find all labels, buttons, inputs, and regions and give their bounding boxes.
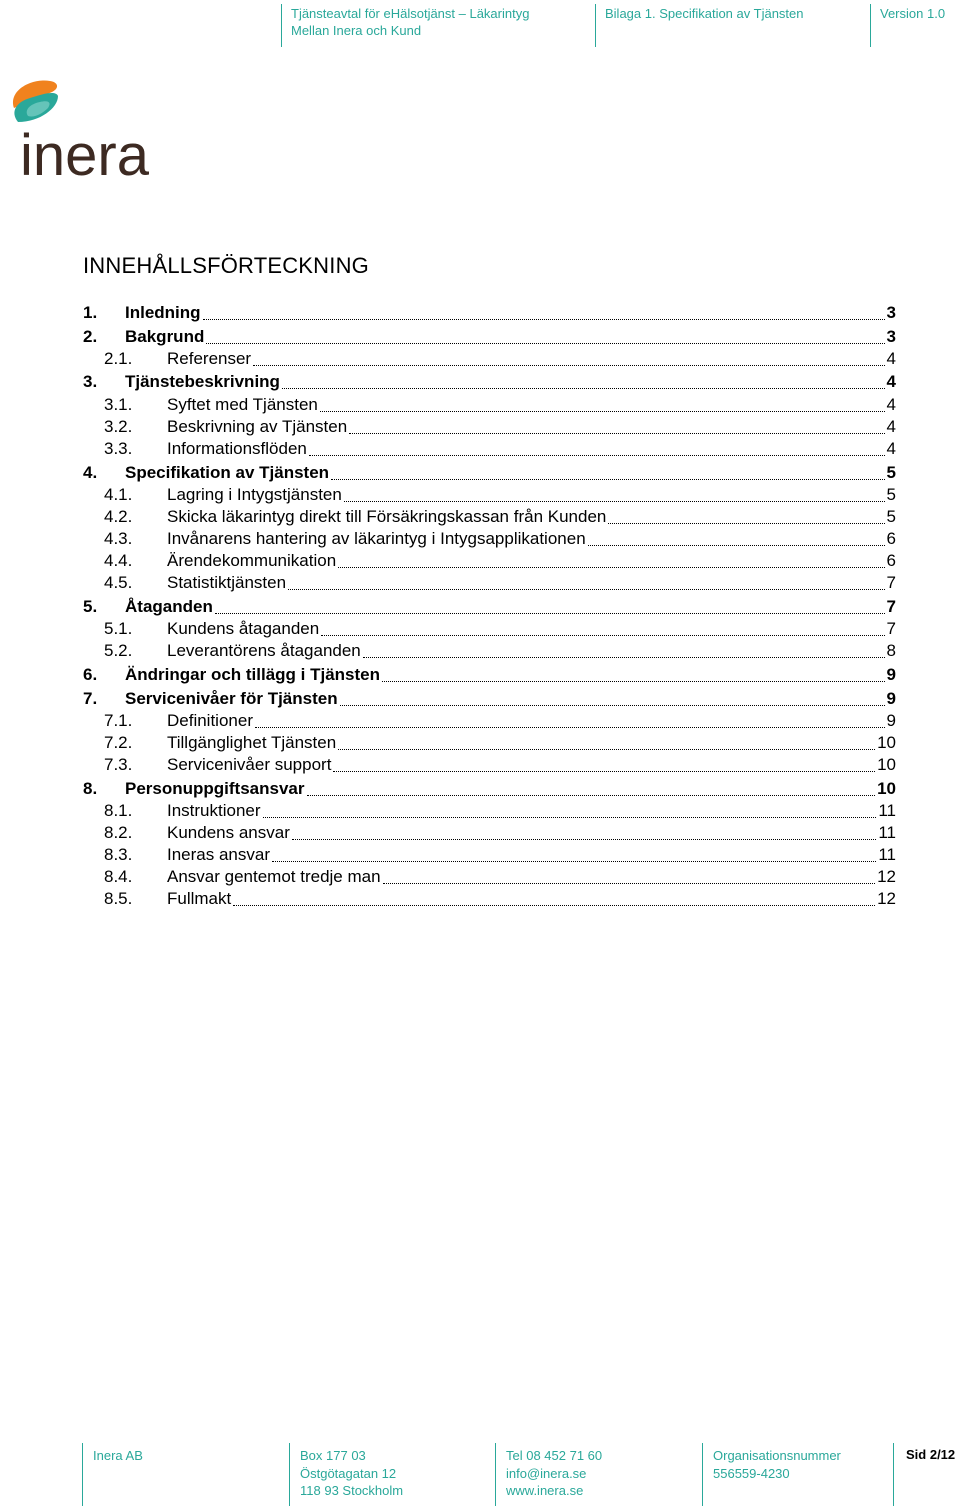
toc-entry-title: Syftet med Tjänsten [167,395,318,414]
toc-leader-dots [340,705,885,706]
toc-entry-page: 4 [886,395,896,414]
toc-entry-page: 4 [886,349,896,368]
toc-entry-title: Bakgrund [125,327,205,346]
toc-entry-title: Ansvar gentemot tredje man [167,867,381,886]
toc-entry[interactable] [83,372,896,394]
toc-entry[interactable] [83,417,896,439]
footer-divider [82,1443,83,1506]
toc-entry-page: 10 [877,755,896,774]
toc-entry[interactable] [83,889,896,911]
toc-leader-dots [338,749,875,750]
toc-entry-number: 3. [83,372,98,391]
toc-entry-page: 4 [886,372,896,391]
header-agreement [291,5,529,39]
toc-leader-dots [363,657,885,658]
toc-entry-number: 7.2. [104,733,133,752]
toc-entry-title: Tjänstebeskrivning [125,372,280,391]
toc-entry[interactable] [83,573,896,595]
toc-entry-number: 6. [83,665,98,684]
toc-entry-title: Definitioner [167,711,253,730]
footer-address [300,1447,403,1500]
inera-logo [6,78,176,185]
toc-entry-title: Inledning [125,303,201,322]
toc-entry-number: 5.2. [104,641,133,660]
toc-entry-number: 7.3. [104,755,133,774]
toc-entry-page: 8 [886,641,896,660]
header-appendix: Bilaga 1. Specifikation av Tjänsten [605,6,804,21]
toc-entry-page: 5 [886,463,896,482]
toc-entry[interactable] [83,463,896,485]
toc-leader-dots [203,319,885,320]
toc-entry[interactable] [83,619,896,641]
inera-logo-mark [6,78,176,180]
toc-entry-page: 4 [886,439,896,458]
toc-entry[interactable] [83,641,896,663]
toc-entry-page: 7 [886,619,896,638]
toc-entry-number: 4. [83,463,98,482]
toc-entry-title: Servicenivåer support [167,755,332,774]
toc-entry-number: 3.3. [104,439,133,458]
toc-entry-page: 7 [886,573,896,592]
toc-entry-number: 1. [83,303,98,322]
toc-leader-dots [321,635,884,636]
toc-entry-number: 4.4. [104,551,133,570]
toc-entry[interactable] [83,303,896,325]
footer-website-link[interactable]: www.inera.se [506,1483,584,1498]
toc-entry-page: 12 [877,889,896,908]
toc-entry-number: 4.3. [104,529,133,548]
toc-entry-number: 5. [83,597,98,616]
toc-entry-page: 11 [878,801,896,820]
toc-entry-title: Servicenivåer för Tjänsten [125,689,338,708]
toc-entry[interactable] [83,665,896,687]
toc-entry[interactable] [83,733,896,755]
toc-entry-number: 4.5. [104,573,133,592]
toc-entry-title: Referenser [167,349,252,368]
toc-entry-number: 8.3. [104,845,133,864]
toc-leader-dots [333,771,875,772]
toc-leader-dots [331,479,884,480]
toc-entry-number: 7. [83,689,98,708]
toc-entry-page: 6 [886,529,896,548]
toc-entry-page: 9 [886,665,896,684]
toc-entry-title: Statistiktjänsten [167,573,287,592]
toc-leader-dots [338,567,884,568]
footer-contact [506,1447,602,1500]
toc-entry-title: Informationsflöden [167,439,307,458]
footer-email-link[interactable]: info@inera.se [506,1465,587,1481]
toc-entry[interactable] [83,823,896,845]
toc-entry-title: Personuppgiftsansvar [125,779,305,798]
toc-entry-title: Lagring i Intygstjänsten [167,485,342,504]
toc-leader-dots [608,523,884,524]
toc-entry-page: 6 [886,551,896,570]
footer-divider [893,1443,894,1506]
toc-entry-title: Kundens ansvar [167,823,290,842]
toc-entry-page: 5 [886,507,896,526]
toc-entry-title: Ineras ansvar [167,845,270,864]
toc-entry[interactable] [83,597,896,619]
toc-entry-page: 4 [886,417,896,436]
toc-entry-title: Åtaganden [125,597,213,616]
toc-leader-dots [588,545,885,546]
footer-org [713,1447,841,1482]
toc-entry[interactable] [83,327,896,349]
toc-entry-number: 5.1. [104,619,133,638]
toc-entry-page: 7 [886,597,896,616]
toc-entry-title: Ärendekommunikation [167,551,337,570]
footer-address-line: 118 93 Stockholm [300,1483,404,1498]
toc-leader-dots [255,727,885,728]
toc-entry-title: Skicka läkarintyg direkt till Försäkringskassan från Kunden [167,507,607,526]
toc-entry-title: Invånarens hantering av läkarintyg i Intygsapplikationen [167,529,586,548]
toc-leader-dots [233,905,875,906]
toc-entry-page: 5 [886,485,896,504]
toc-entry-title: Specifikation av Tjänsten [125,463,330,482]
toc-entry-title: Beskrivning av Tjänsten [167,417,348,436]
toc-entry-title: Tillgänglighet Tjänsten [167,733,337,752]
toc-entry-title: Kundens åtaganden [167,619,320,638]
toc-entry-page: 11 [878,823,896,842]
toc-heading: INNEHÅLLSFÖRTECKNING [83,253,369,278]
toc-entry[interactable] [83,801,896,823]
toc-entry[interactable] [83,779,896,801]
footer-company-name: Inera AB [93,1448,143,1463]
toc-entry[interactable] [83,845,896,867]
toc-entry[interactable] [83,349,896,371]
toc-entry-page: 12 [877,867,896,886]
toc-leader-dots [206,343,884,344]
toc-leader-dots [307,795,876,796]
toc-entry[interactable] [83,755,896,777]
toc-entry[interactable] [83,507,896,529]
toc-leader-dots [292,839,876,840]
footer-company [93,1447,143,1465]
header-divider [595,4,596,47]
toc-entry[interactable] [83,395,896,417]
toc-entry-number: 4.2. [104,507,133,526]
footer-org-label: Organisationsnummer [713,1448,841,1463]
toc-entry[interactable] [83,485,896,507]
toc-leader-dots [215,613,885,614]
toc-entry-number: 8.4. [104,867,133,886]
toc-entry[interactable] [83,689,896,711]
toc-leader-dots [272,861,876,862]
footer-divider [495,1443,496,1506]
toc-leader-dots [382,681,885,682]
toc-leader-dots [309,455,885,456]
toc-entry-page: 9 [886,689,896,708]
toc-leader-dots [282,388,885,389]
toc-entry-page: 3 [886,303,896,322]
toc-entry-number: 3.2. [104,417,133,436]
toc-entry[interactable] [83,551,896,573]
toc-leader-dots [263,817,877,818]
toc-entry[interactable] [83,867,896,889]
toc-entry-number: 4.1. [104,485,133,504]
footer-address-line: Box 177 03 [300,1448,366,1463]
toc-entry-number: 7.1. [104,711,133,730]
footer-address-line: Östgötagatan 12 [300,1465,397,1481]
toc-entry-number: 8. [83,779,98,798]
toc-leader-dots [344,501,885,502]
footer-divider [702,1443,703,1506]
toc-entry-number: 2. [83,327,98,346]
toc-entry-page: 3 [886,327,896,346]
toc-entry-page: 11 [878,845,896,864]
toc-entry-number: 8.5. [104,889,133,908]
header-agreement-parties: Mellan Inera och Kund [291,23,422,38]
toc-leader-dots [349,433,884,434]
toc-entry[interactable] [83,711,896,733]
toc-entry-number: 8.1. [104,801,133,820]
toc-entry-number: 3.1. [104,395,133,414]
toc-leader-dots [288,589,884,590]
toc-entry[interactable] [83,439,896,461]
header-agreement-title: Tjänsteavtal för eHälsotjänst – Läkarintyg [291,6,530,21]
toc-entry[interactable] [83,529,896,551]
header-divider [281,4,282,47]
toc-entry-title: Instruktioner [167,801,261,820]
toc-leader-dots [383,883,876,884]
page-number: Sid 2/12 [906,1447,956,1462]
toc-entry-page: 10 [877,779,896,798]
toc-entry-number: 2.1. [104,349,133,368]
header-divider [870,4,871,47]
toc-leader-dots [320,411,885,412]
toc-entry-title: Leverantörens åtaganden [167,641,361,660]
toc-entry-title: Ändringar och tillägg i Tjänsten [125,665,381,684]
toc-entry-page: 10 [877,733,896,752]
footer-divider [289,1443,290,1506]
toc-entry-title: Fullmakt [167,889,232,908]
footer-phone: Tel 08 452 71 60 [506,1448,603,1463]
toc-entry-page: 9 [886,711,896,730]
toc-entry-number: 8.2. [104,823,133,842]
footer-org-number: 556559-4230 [713,1465,790,1481]
inera-wordmark: inera [20,123,149,180]
header-version: Version 1.0 [880,6,946,21]
toc-leader-dots [253,365,884,366]
